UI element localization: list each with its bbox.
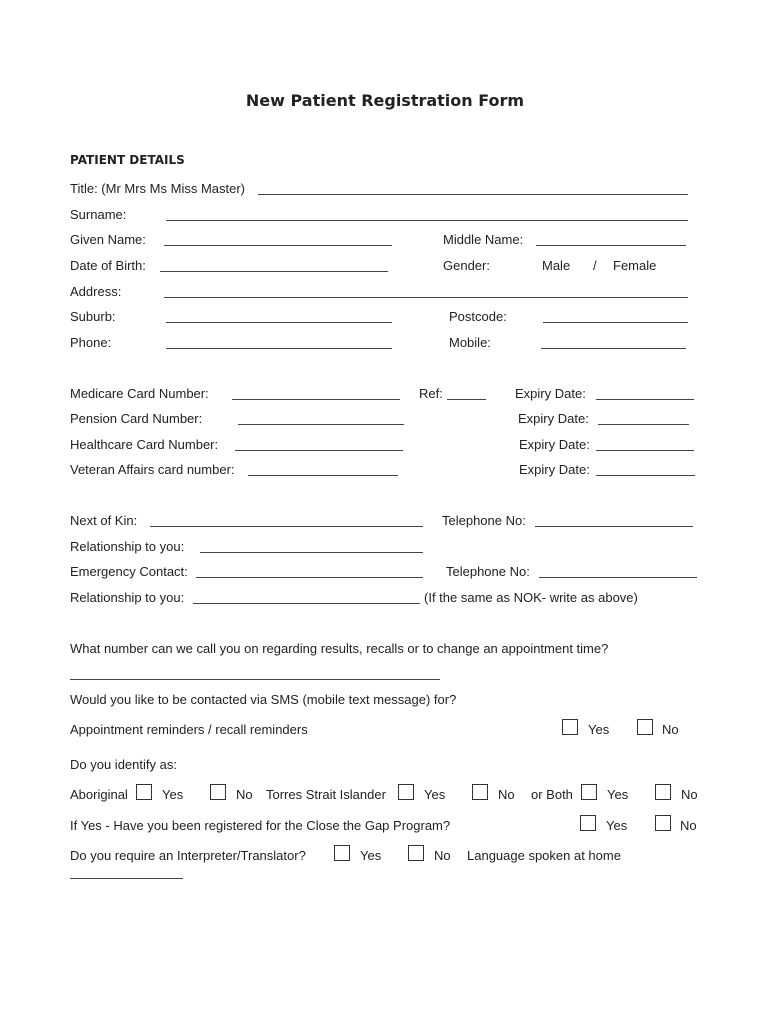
pension-expiry-input[interactable]: [598, 424, 689, 425]
veteran-expiry-input[interactable]: [596, 475, 695, 476]
veteran-expiry-label: Expiry Date:: [519, 462, 590, 477]
form-title: New Patient Registration Form: [245, 91, 525, 110]
emergency-telephone-label: Telephone No:: [446, 564, 530, 579]
suburb-label: Suburb:: [70, 309, 116, 324]
dob-label: Date of Birth:: [70, 258, 146, 273]
pension-input[interactable]: [238, 424, 404, 425]
close-gap-no-label: No: [680, 818, 697, 833]
healthcare-expiry-label: Expiry Date:: [519, 437, 590, 452]
emergency-relationship-input[interactable]: [193, 603, 420, 604]
healthcare-expiry-input[interactable]: [596, 450, 694, 451]
both-no-checkbox[interactable]: [655, 784, 671, 800]
given-name-label: Given Name:: [70, 232, 146, 247]
nok-telephone-label: Telephone No:: [442, 513, 526, 528]
nok-relationship-label: Relationship to you:: [70, 539, 185, 554]
aboriginal-yes-label: Yes: [162, 787, 184, 802]
reminders-no-label: No: [662, 722, 679, 737]
middle-name-label: Middle Name:: [443, 232, 524, 247]
veteran-label: Veteran Affairs card number:: [70, 462, 235, 477]
nok-relationship-input[interactable]: [200, 552, 423, 553]
mobile-input[interactable]: [541, 348, 686, 349]
torres-yes-checkbox[interactable]: [398, 784, 414, 800]
healthcare-input[interactable]: [235, 450, 403, 451]
both-label: or Both: [531, 787, 573, 802]
gender-option-male[interactable]: Male: [542, 258, 571, 273]
medicare-expiry-input[interactable]: [596, 399, 694, 400]
phone-label: Phone:: [70, 335, 112, 350]
interpreter-no-label: No: [434, 848, 451, 863]
both-no-label: No: [681, 787, 698, 802]
aboriginal-no-label: No: [236, 787, 253, 802]
surname-input[interactable]: [166, 220, 688, 221]
sms-question: Would you like to be contacted via SMS (mobile text message) for?: [70, 692, 457, 707]
interpreter-question: Do you require an Interpreter/Translator?: [70, 848, 306, 863]
interpreter-yes-label: Yes: [360, 848, 382, 863]
given-name-input[interactable]: [164, 245, 392, 246]
medicare-input[interactable]: [232, 399, 400, 400]
emergency-contact-label: Emergency Contact:: [70, 564, 188, 579]
callback-number-input[interactable]: [70, 679, 440, 680]
medicare-ref-label: Ref:: [419, 386, 443, 401]
next-of-kin-input[interactable]: [150, 526, 423, 527]
postcode-input[interactable]: [543, 322, 688, 323]
mobile-label: Mobile:: [449, 335, 491, 350]
medicare-ref-input[interactable]: [447, 399, 486, 400]
dob-input[interactable]: [160, 271, 388, 272]
address-input[interactable]: [164, 297, 688, 298]
interpreter-no-checkbox[interactable]: [408, 845, 424, 861]
medicare-expiry-label: Expiry Date:: [515, 386, 586, 401]
address-label: Address:: [70, 284, 122, 299]
callback-question: What number can we call you on regarding results, recalls or to change an appointment time?: [70, 641, 609, 656]
aboriginal-label: Aboriginal: [70, 787, 128, 802]
postcode-label: Postcode:: [449, 309, 507, 324]
medicare-label: Medicare Card Number:: [70, 386, 209, 401]
suburb-input[interactable]: [166, 322, 392, 323]
torres-no-label: No: [498, 787, 515, 802]
emergency-relationship-label: Relationship to you:: [70, 590, 185, 605]
aboriginal-yes-checkbox[interactable]: [136, 784, 152, 800]
title-input[interactable]: [258, 194, 688, 195]
next-of-kin-label: Next of Kin:: [70, 513, 138, 528]
pension-label: Pension Card Number:: [70, 411, 203, 426]
gender-separator: /: [593, 258, 597, 273]
surname-label: Surname:: [70, 207, 127, 222]
phone-input[interactable]: [166, 348, 392, 349]
aboriginal-no-checkbox[interactable]: [210, 784, 226, 800]
gender-option-female[interactable]: Female: [613, 258, 657, 273]
identity-question: Do you identify as:: [70, 757, 177, 772]
reminders-label: Appointment reminders / recall reminders: [70, 722, 308, 737]
reminders-yes-label: Yes: [588, 722, 610, 737]
language-input[interactable]: [70, 878, 183, 879]
emergency-contact-input[interactable]: [196, 577, 423, 578]
torres-yes-label: Yes: [424, 787, 446, 802]
close-gap-question: If Yes - Have you been registered for the Close the Gap Program?: [70, 818, 451, 833]
both-yes-checkbox[interactable]: [581, 784, 597, 800]
language-label: Language spoken at home: [467, 848, 621, 863]
torres-no-checkbox[interactable]: [472, 784, 488, 800]
close-gap-yes-checkbox[interactable]: [580, 815, 596, 831]
interpreter-yes-checkbox[interactable]: [334, 845, 350, 861]
nok-telephone-input[interactable]: [535, 526, 693, 527]
close-gap-yes-label: Yes: [606, 818, 628, 833]
gender-label: Gender:: [443, 258, 490, 273]
reminders-yes-checkbox[interactable]: [562, 719, 578, 735]
healthcare-label: Healthcare Card Number:: [70, 437, 219, 452]
pension-expiry-label: Expiry Date:: [518, 411, 589, 426]
torres-label: Torres Strait Islander: [266, 787, 386, 802]
emergency-telephone-input[interactable]: [539, 577, 697, 578]
title-label: Title: (Mr Mrs Ms Miss Master): [70, 181, 245, 196]
same-as-nok-note: (If the same as NOK- write as above): [424, 590, 638, 605]
veteran-input[interactable]: [248, 475, 398, 476]
both-yes-label: Yes: [607, 787, 629, 802]
close-gap-no-checkbox[interactable]: [655, 815, 671, 831]
section-heading-patient-details: PATIENT DETAILS: [70, 153, 185, 167]
reminders-no-checkbox[interactable]: [637, 719, 653, 735]
middle-name-input[interactable]: [536, 245, 686, 246]
